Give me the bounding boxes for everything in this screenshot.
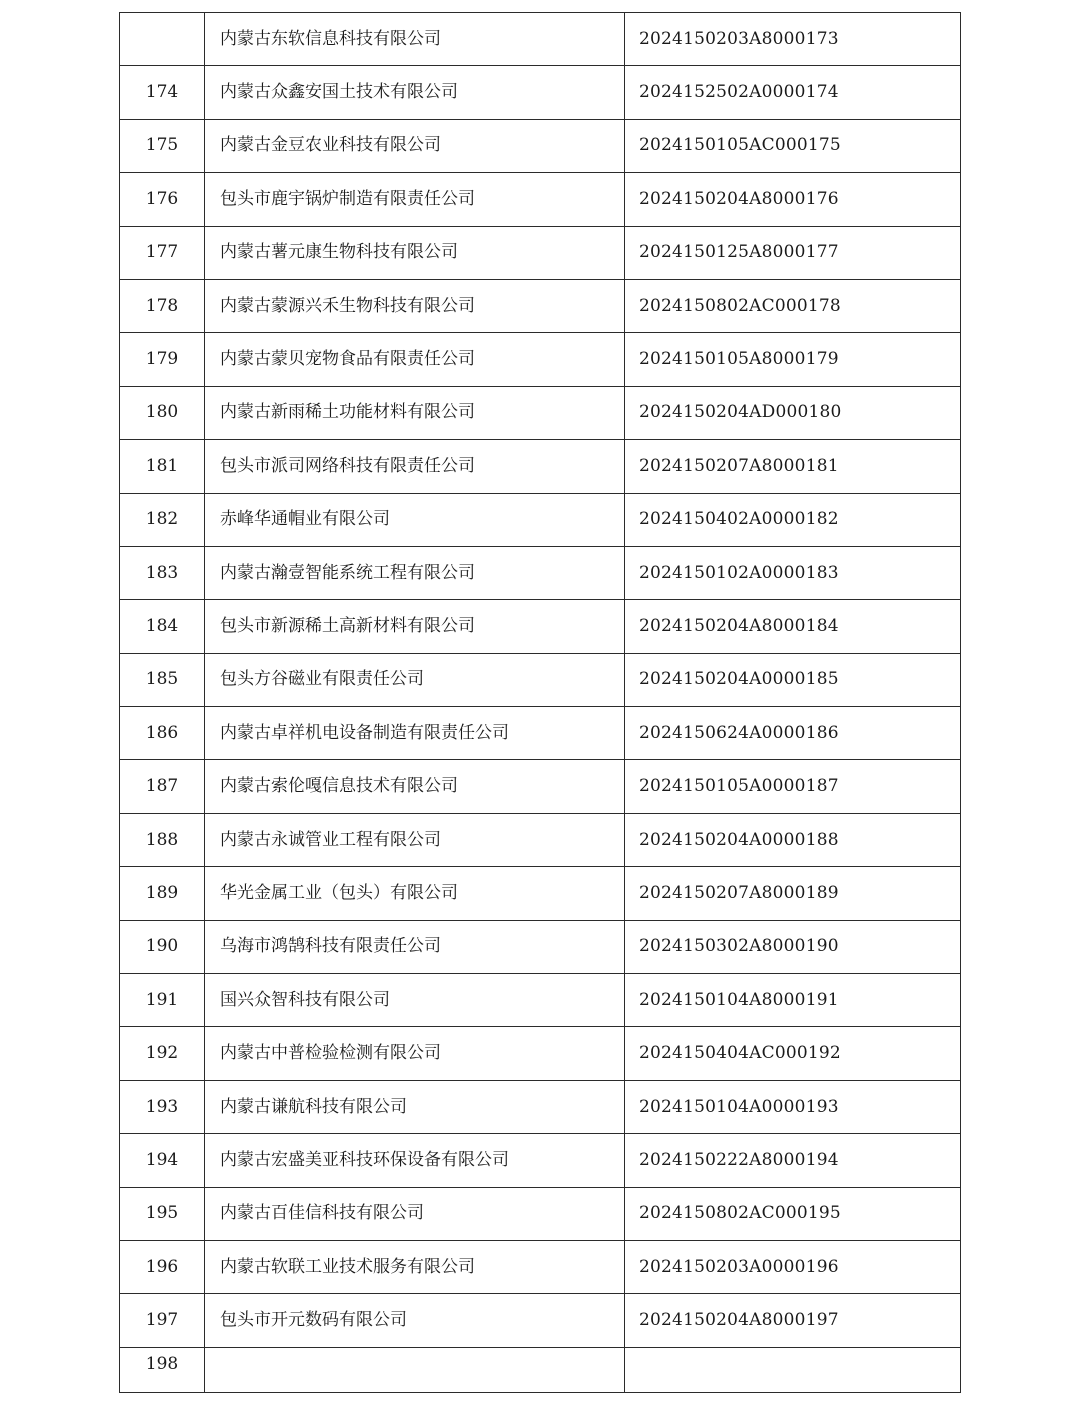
company-name-cell: 华光金属工业（包头）有限公司 [205, 867, 625, 920]
company-name-cell: 内蒙古卓祥机电设备制造有限责任公司 [205, 707, 625, 760]
registration-code-cell: 2024150802AC000195 [625, 1187, 961, 1240]
registration-code-cell: 2024150802AC000178 [625, 279, 961, 332]
registration-code-cell: 2024150204AD000180 [625, 386, 961, 439]
company-name-cell: 内蒙古百佳信科技有限公司 [205, 1187, 625, 1240]
table-row [120, 1187, 961, 1240]
row-number-cell: 196 [120, 1240, 205, 1293]
company-name-cell: 内蒙古众鑫安国土技术有限公司 [205, 66, 625, 119]
company-register-table [119, 12, 961, 1393]
row-number-cell: 179 [120, 333, 205, 386]
registration-code-cell: 2024150203A0000196 [625, 1240, 961, 1293]
table-row [120, 546, 961, 599]
table-row [120, 1347, 961, 1392]
registration-code-cell: 2024152502A0000174 [625, 66, 961, 119]
row-number-cell: 194 [120, 1134, 205, 1187]
registration-code-cell: 2024150104A0000193 [625, 1080, 961, 1133]
registration-code-cell: 2024150105A0000187 [625, 760, 961, 813]
registration-code-cell: 2024150104A8000191 [625, 974, 961, 1027]
registration-code-cell: 2024150402A0000182 [625, 493, 961, 546]
row-number-cell: 186 [120, 707, 205, 760]
table-row [120, 600, 961, 653]
row-number-cell: 188 [120, 813, 205, 866]
company-name-cell: 内蒙古金豆农业科技有限公司 [205, 119, 625, 172]
company-name-cell: 内蒙古蒙源兴禾生物科技有限公司 [205, 279, 625, 332]
registration-code-cell: 2024150102A0000183 [625, 546, 961, 599]
table-row [120, 119, 961, 172]
row-number-cell: 198 [120, 1347, 205, 1392]
table-row [120, 279, 961, 332]
registration-code-cell: 2024150125A8000177 [625, 226, 961, 279]
company-name-cell: 内蒙古软联工业技术服务有限公司 [205, 1240, 625, 1293]
table-row [120, 66, 961, 119]
registration-code-cell: 2024150207A8000181 [625, 440, 961, 493]
row-number-cell: 178 [120, 279, 205, 332]
table-row [120, 440, 961, 493]
table-row [120, 173, 961, 226]
company-name-cell: 内蒙古索伦嘎信息技术有限公司 [205, 760, 625, 813]
table-row [120, 813, 961, 866]
row-number-cell: 174 [120, 66, 205, 119]
company-name-cell: 包头市开元数码有限公司 [205, 1294, 625, 1347]
registration-code-cell: 2024150204A8000184 [625, 600, 961, 653]
register-table-body [120, 13, 961, 1393]
registration-code-cell: 2024150404AC000192 [625, 1027, 961, 1080]
table-row [120, 13, 961, 66]
company-name-cell: 包头市派司网络科技有限责任公司 [205, 440, 625, 493]
registration-code-cell: 2024150204A0000185 [625, 653, 961, 706]
company-name-cell: 内蒙古瀚壹智能系统工程有限公司 [205, 546, 625, 599]
registration-code-cell: 2024150207A8000189 [625, 867, 961, 920]
table-row [120, 653, 961, 706]
row-number-cell: 193 [120, 1080, 205, 1133]
row-number-cell: 191 [120, 974, 205, 1027]
company-name-cell: 内蒙古永诚管业工程有限公司 [205, 813, 625, 866]
table-row [120, 386, 961, 439]
company-name-cell: 内蒙古宏盛美亚科技环保设备有限公司 [205, 1134, 625, 1187]
table-row [120, 493, 961, 546]
registration-code-cell: 2024150105AC000175 [625, 119, 961, 172]
row-number-cell: 175 [120, 119, 205, 172]
registration-code-cell [625, 1347, 961, 1392]
row-number-cell [120, 13, 205, 66]
table-row [120, 760, 961, 813]
registration-code-cell: 2024150222A8000194 [625, 1134, 961, 1187]
row-number-cell: 190 [120, 920, 205, 973]
table-row [120, 333, 961, 386]
registration-code-cell: 2024150203A8000173 [625, 13, 961, 66]
registration-code-cell: 2024150204A0000188 [625, 813, 961, 866]
company-name-cell: 内蒙古新雨稀土功能材料有限公司 [205, 386, 625, 439]
company-name-cell: 国兴众智科技有限公司 [205, 974, 625, 1027]
row-number-cell: 189 [120, 867, 205, 920]
table-row [120, 1134, 961, 1187]
row-number-cell: 182 [120, 493, 205, 546]
row-number-cell: 177 [120, 226, 205, 279]
table-row [120, 226, 961, 279]
table-row [120, 920, 961, 973]
company-name-cell: 包头方谷磁业有限责任公司 [205, 653, 625, 706]
table-row [120, 974, 961, 1027]
company-name-cell: 内蒙古蒙贝宠物食品有限责任公司 [205, 333, 625, 386]
registration-code-cell: 2024150624A0000186 [625, 707, 961, 760]
row-number-cell: 183 [120, 546, 205, 599]
registration-code-cell: 2024150302A8000190 [625, 920, 961, 973]
company-name-cell: 内蒙古谦航科技有限公司 [205, 1080, 625, 1133]
company-name-cell: 乌海市鸿鹄科技有限责任公司 [205, 920, 625, 973]
company-name-cell: 内蒙古薯元康生物科技有限公司 [205, 226, 625, 279]
company-name-cell: 内蒙古东软信息科技有限公司 [205, 13, 625, 66]
row-number-cell: 181 [120, 440, 205, 493]
row-number-cell: 176 [120, 173, 205, 226]
row-number-cell: 195 [120, 1187, 205, 1240]
table-row [120, 1294, 961, 1347]
row-number-cell: 192 [120, 1027, 205, 1080]
company-name-cell: 包头市鹿宇锅炉制造有限责任公司 [205, 173, 625, 226]
company-name-cell: 包头市新源稀土高新材料有限公司 [205, 600, 625, 653]
table-row [120, 1240, 961, 1293]
row-number-cell: 180 [120, 386, 205, 439]
row-number-cell: 184 [120, 600, 205, 653]
row-number-cell: 197 [120, 1294, 205, 1347]
row-number-cell: 187 [120, 760, 205, 813]
table-row [120, 1027, 961, 1080]
table-row [120, 867, 961, 920]
company-name-cell: 赤峰华通帽业有限公司 [205, 493, 625, 546]
table-row [120, 707, 961, 760]
registration-code-cell: 2024150204A8000176 [625, 173, 961, 226]
company-name-cell: 内蒙古中普检验检测有限公司 [205, 1027, 625, 1080]
registration-code-cell: 2024150204A8000197 [625, 1294, 961, 1347]
row-number-cell: 185 [120, 653, 205, 706]
company-name-cell [205, 1347, 625, 1392]
registration-code-cell: 2024150105A8000179 [625, 333, 961, 386]
table-row [120, 1080, 961, 1133]
